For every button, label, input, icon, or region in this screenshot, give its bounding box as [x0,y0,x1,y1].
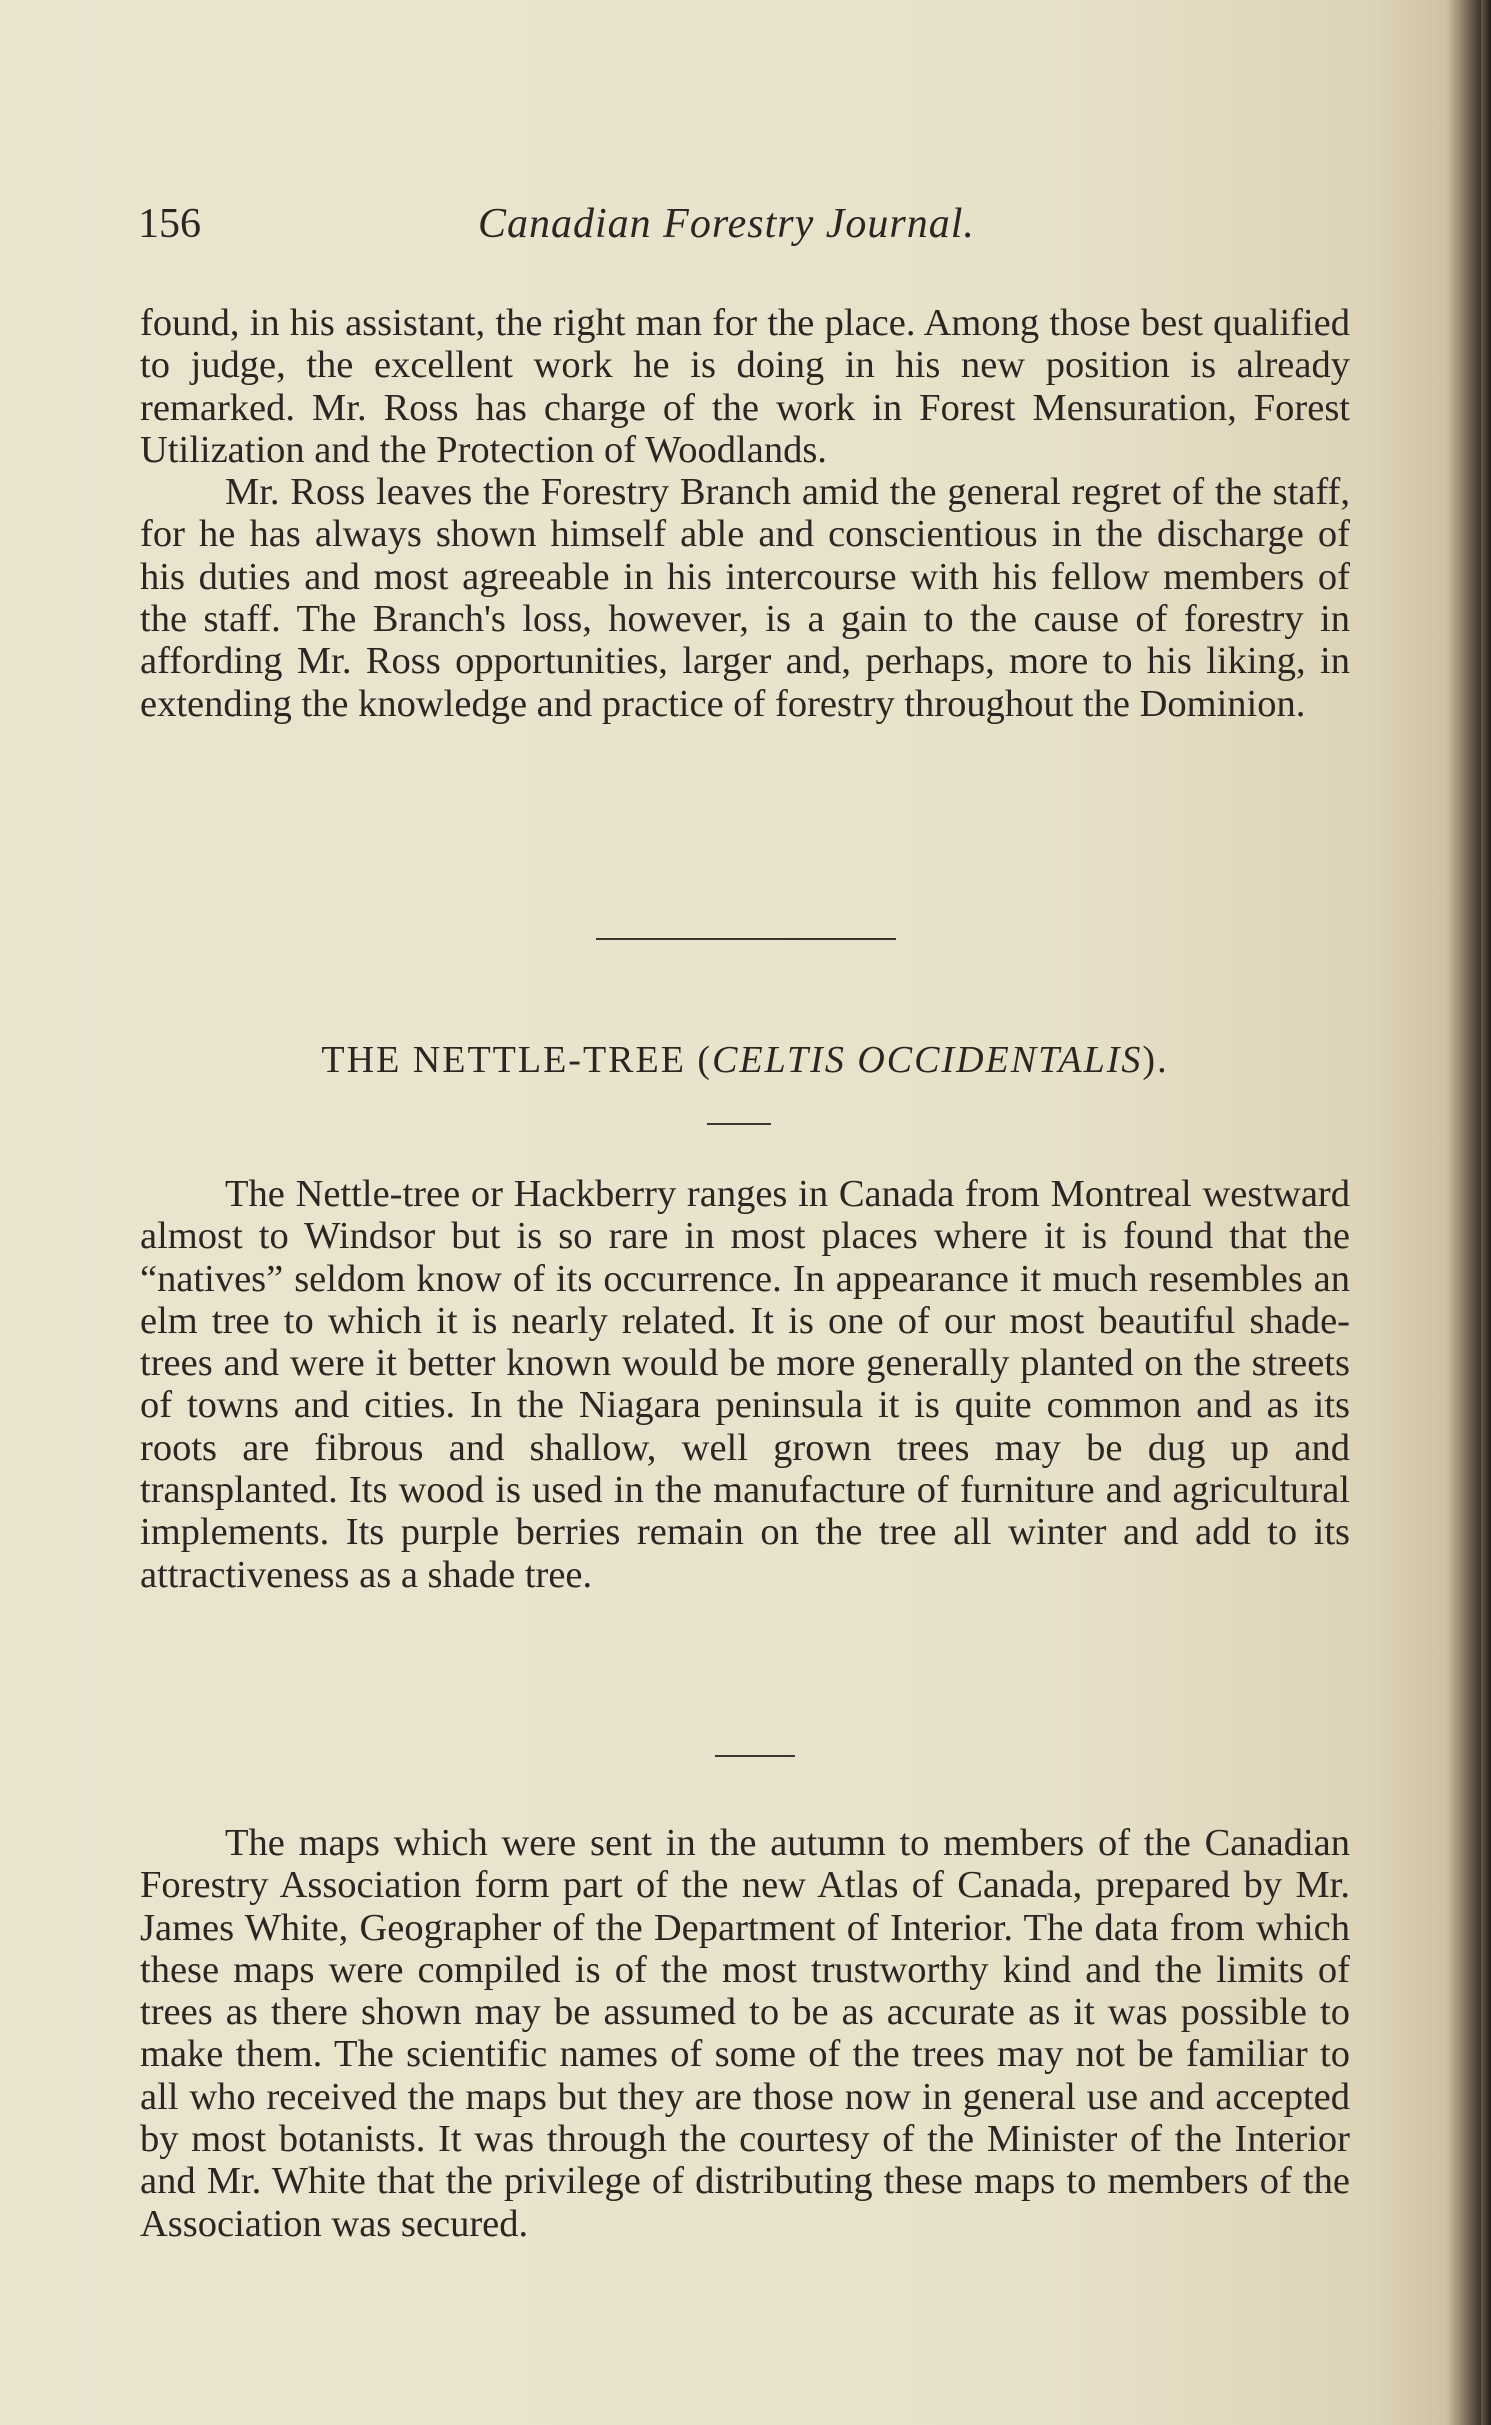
article-title [140,1038,1350,1082]
section-ross-text [140,302,1350,725]
page-number: 156 [138,201,201,247]
maps-note [140,1822,1350,2245]
page-header [138,200,1338,260]
paragraph-nettle-tree: The Nettle-tree or Hackberry ranges in Canada from Montreal westward almost to Windsor but is so rare in most places where it is found that the “natives” seldom know of its occurrence. In appearance it much resembles an elm tree to which it is nearly related. It is one of our most beautiful shade-trees and were it better known would be more generally planted on the streets of towns and cities. In the Niagara peninsula it is quite common and as its roots are fibrous and shallow, well grown trees may be dug up and transplanted. Its wood is used in the manufacture of furniture and agricultural implements. Its purple berries remain on the tree all winter and add to its attractiveness as a shade tree. [140,1173,1350,1596]
paragraph-maps: The maps which were sent in the autumn to members of the Canadian Forestry Association form part of the new Atlas of Canada, prepared by Mr. James White, Geographer of the Department of Interior. The data from which these maps were compiled is of the most trustworthy kind and the limits of trees as there shown may be assumed to be as accurate as it was possible to make them. The scientific names of some of the trees may not be familiar to all who received the maps but they are those now in general use and accepted by most botanists. It was through the courtesy of the Minister of the Interior and Mr. White that the privilege of distributing these maps to members of the Association was secured. [140,1822,1350,2245]
running-head: Canadian Forestry Journal. [478,201,975,247]
article-title-suffix: ). [1142,1039,1169,1081]
title-underline-rule [707,1123,771,1125]
paragraph-ross-leaves: Mr. Ross leaves the Forestry Branch amid the general regret of the staff, for he has always shown himself able and conscientious in the discharge of his duties and most agreeable in his intercourse with his fellow members of the staff. The Branch's loss, however, is a gain to the cause of forestry in affording Mr. Ross opportunities, larger and, perhaps, more to his liking, in extending the knowledge and practice of forestry throughout the Dominion. [140,471,1350,725]
page-edge-shadow [1481,0,1491,2425]
article-title-prefix: THE NETTLE-TREE ( [321,1039,713,1081]
article-end-rule [715,1755,795,1757]
section-divider-rule [596,938,896,940]
article-title-species: CELTIS OCCIDENTALIS [712,1039,1143,1081]
article-body [140,1173,1350,1596]
paragraph-continuation: found, in his assistant, the right man for the place. Among those best qualified to judge, the excellent work he is doing in his new position is already remarked. Mr. Ross has charge of the work in Forest Mensuration, Forest Utilization and the Protection of Woodlands. [140,302,1350,471]
